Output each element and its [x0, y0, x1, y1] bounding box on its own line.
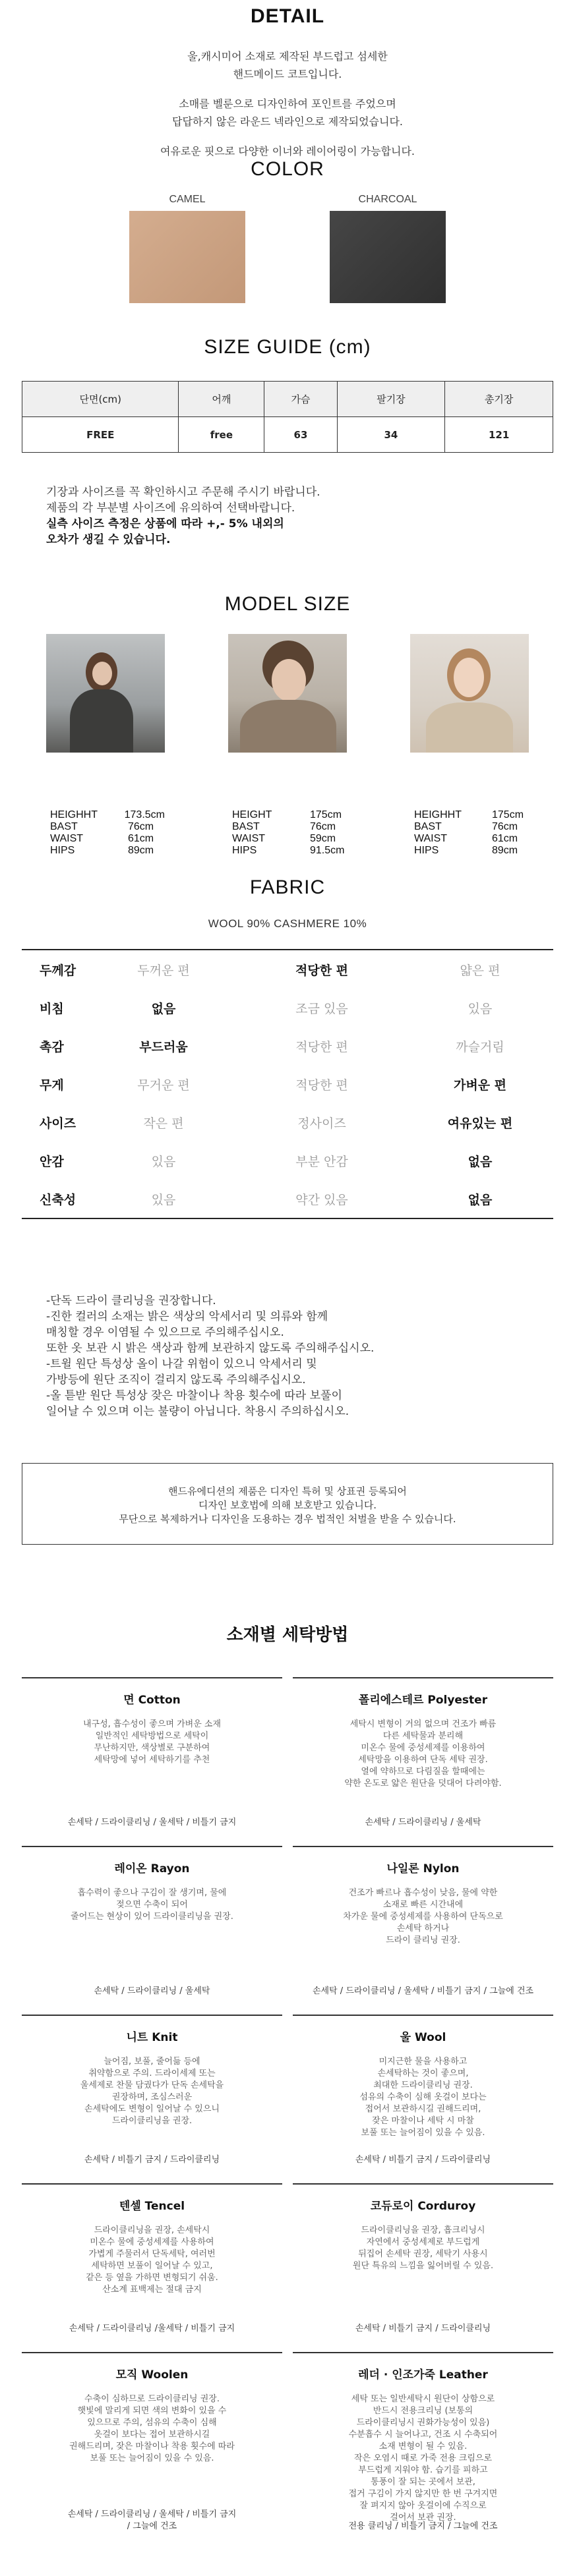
wash-card-title: 텐셀 Tencel [119, 2200, 185, 2213]
wash-card [22, 2352, 282, 2550]
wash-desc-line: 손세탁하는 것이 좋으며, [377, 2069, 469, 2078]
stat-key: HIPS [50, 845, 75, 856]
detail-line: 소매를 벨룬으로 디자인하여 포인트를 주었으며 [179, 98, 396, 110]
color-title: COLOR [251, 158, 324, 180]
fabric-row-label: 무게 [40, 1077, 64, 1093]
fabric-attribute-table [0, 950, 575, 1218]
wash-desc-line: 줄어드는 현상이 있어 드라이클리닝을 권장. [71, 1912, 233, 1922]
wash-card [293, 2015, 553, 2183]
wash-desc-line: 열에 약하므로 다림질을 할때에는 [361, 1767, 485, 1777]
fabric-option: 무거운 편 [137, 1077, 190, 1093]
stat-value: 175cm [492, 809, 524, 820]
wash-desc-line: 손세탁 하거나 [396, 1924, 450, 1933]
wash-desc-line: 걸어서 보관 권장. [390, 2513, 456, 2523]
wash-desc-line: 최대한 드라이클리닝 권장. [373, 2080, 473, 2090]
detail-line: 핸드메이드 코트입니다. [233, 68, 342, 80]
stat-key: HEIGHHT [414, 809, 462, 820]
wash-card-title: 나일론 Nylon [386, 1862, 460, 1875]
wash-method-line: 손세탁 / 비틀기 금지 / 드라이클리닝 [355, 2324, 491, 2333]
wash-method-line: 손세탁 / 드라이클리닝 / 울세탁 / 비틀기 금지 [67, 1818, 237, 1827]
wash-card-title: 폴리에스테르 Polyester [358, 1694, 488, 1707]
stat-key: WAIST [414, 833, 448, 844]
fabric-row-label: 안감 [40, 1154, 64, 1169]
wash-desc-line: 세탁시 변형이 거의 없으며 건조가 빠름 [349, 1719, 497, 1729]
stat-key: WAIST [50, 833, 84, 844]
wash-guide-section [0, 1621, 575, 2576]
detail-line: 울,캐시미어 소재로 제작된 부드럽고 섬세한 [187, 50, 388, 63]
stat-value: 89cm [128, 845, 154, 856]
swatch-color-box [129, 211, 245, 303]
care-instructions [46, 1285, 575, 1419]
wash-card [293, 1846, 553, 2015]
model-photo [228, 634, 347, 753]
size-header-cell: 팔기장 [337, 382, 445, 417]
wash-desc-line: 원단 특유의 느낌을 잃어버릴 수 있음. [352, 2261, 494, 2271]
size-note-line: 기장과 사이즈를 꼭 확인하시고 주문해 주시기 바랍니다. [46, 486, 320, 499]
wash-desc-line: 무난하지만, 색상별로 구분하여 [94, 1743, 210, 1753]
size-header-cell: 가슴 [264, 382, 337, 417]
care-line: 가방등에 원단 조직이 걸리지 않도록 주의해주십시오. [46, 1373, 306, 1387]
wash-card-description [293, 1887, 553, 1947]
fabric-divider [22, 1218, 553, 1219]
wash-card-title: 니트 Knit [126, 2031, 178, 2044]
wash-card-grid [22, 1677, 553, 2550]
wash-desc-line: 세탁 또는 일반세탁시 원단이 상함으로 [351, 2394, 495, 2404]
model-list [0, 634, 575, 857]
wash-desc-line: 옷걸이 보다는 접어 보관하시길 [94, 2430, 210, 2440]
size-cell: 63 [264, 417, 337, 453]
wash-card [293, 2183, 553, 2352]
detail-line: 답답하지 않은 라운드 넥라인으로 제작되었습니다. [171, 115, 403, 128]
notice-line: 무단으로 복제하거나 디자인을 도용하는 경우 법적인 처벌을 받을 수 있습니다. [119, 1513, 456, 1525]
fabric-option: 있음 [151, 1154, 176, 1169]
wash-desc-line: 접거 구김이 가지 않지만 한 번 구겨지면 [348, 2489, 498, 2499]
model-photo [410, 634, 529, 753]
wash-desc-line: 있으므로 주의, 섬유의 수축이 심해 [87, 2418, 217, 2428]
wash-desc-line: 늘어짐, 보풀, 줄어듦 등에 [104, 2057, 200, 2067]
detail-paragraph-1 [0, 47, 575, 83]
fabric-option: 적당한 편 [295, 1039, 348, 1054]
wash-desc-line: 산소계 표백제는 절대 금지 [102, 2285, 202, 2295]
wash-desc-line: 섬유의 수축이 심해 옷걸이 보다는 [359, 2092, 487, 2102]
wash-desc-line: 세탁망을 이용하여 단독 세탁 권장. [358, 1755, 488, 1765]
fabric-row [0, 950, 575, 988]
fabric-row [0, 1103, 575, 1141]
size-table [22, 381, 553, 453]
wash-card-methods [293, 2521, 553, 2533]
care-line: -트윌 원단 특성상 올이 나갈 위험이 있으니 악세서리 및 [46, 1358, 317, 1371]
fabric-row [0, 1180, 575, 1218]
stat-value: 173.5cm [124, 809, 165, 820]
model-card [410, 634, 529, 857]
care-line: -단독 드라이 클리닝을 권장합니다. [46, 1294, 216, 1307]
copyright-notice [22, 1463, 553, 1545]
wash-desc-line: 미지근한 물을 사용하고 [378, 2057, 468, 2067]
size-cell: 121 [445, 417, 553, 453]
size-header-cell: 총기장 [445, 382, 553, 417]
size-note-bold-line: 실측 사이즈 측정은 상품에 따라 +,- 5% 내외의 [46, 517, 284, 530]
wash-desc-line: 드라이클리닝을 권장, 손세탁시 [94, 2225, 210, 2235]
size-cell: 34 [337, 417, 445, 453]
fabric-composition: WOOL 90% CASHMERE 10% [208, 917, 367, 930]
wash-card-methods [293, 2154, 553, 2166]
fabric-option-selected: 부드러움 [139, 1039, 188, 1054]
fabric-title: FABRIC [249, 876, 326, 898]
fabric-option-selected: 없음 [468, 1154, 493, 1169]
wash-card-title: 모직 Woolen [115, 2368, 189, 2382]
size-cell: FREE [22, 417, 179, 453]
wash-desc-line: 취약함으로 주의. 드라이세제 또는 [88, 2069, 216, 2078]
wash-card [22, 1677, 282, 1846]
wash-desc-line: 햇빛에 말리게 되면 색의 변화이 있을 수 [77, 2406, 227, 2416]
stat-key: HIPS [232, 845, 257, 856]
wash-card [293, 2352, 553, 2550]
size-note-bold-line: 오차가 생길 수 있습니다. [46, 533, 171, 546]
stat-value: 89cm [492, 845, 518, 856]
size-table-row [22, 417, 553, 453]
wash-desc-line: 접어서 보관하시길 권해드리며, [365, 2104, 481, 2114]
wash-desc-line: 통풍이 잘 되는 곳에서 보관, [371, 2477, 475, 2487]
wash-desc-line: 차가운 물에 중성세제를 사용하여 단독으로 [343, 1912, 503, 1922]
wash-card-description [22, 2056, 282, 2127]
wash-desc-line: 손세탁에도 변형이 일어날 수 있으니 [84, 2104, 220, 2114]
fabric-row-label: 신축성 [40, 1192, 76, 1207]
wash-card-description [22, 2393, 282, 2465]
detail-line: 여유로운 핏으로 다양한 이너와 레이어링이 가능합니다. [160, 145, 415, 157]
wash-desc-line: 수축이 심하므로 드라이클리닝 권장. [84, 2394, 220, 2404]
stat-value: 76cm [310, 821, 336, 832]
stat-value: 76cm [492, 821, 518, 832]
wash-card-description [293, 2056, 553, 2139]
wash-card-description [293, 1719, 553, 1790]
stat-key: HIPS [414, 845, 439, 856]
wash-card [22, 2183, 282, 2352]
wash-method-line: 손세탁 / 드라이클리닝 / 울세탁 / 비틀기 금지 / 그늘에 건조 [312, 1986, 534, 1996]
fabric-option: 정사이즈 [297, 1116, 346, 1131]
wash-card-description [22, 1719, 282, 1766]
wash-card-methods [22, 1817, 282, 1829]
swatch-charcoal[interactable] [330, 194, 446, 303]
fabric-row [0, 1027, 575, 1065]
model-card [228, 634, 347, 857]
wash-method-line: 손세탁 / 드라이클리닝 / 울세탁 / 비틀기 금지 [67, 2509, 237, 2519]
care-line: 일어날 수 있으며 이는 불량이 아닙니다. 착용시 주의하십시오. [46, 1405, 349, 1418]
size-guide-title: SIZE GUIDE (cm) [204, 336, 371, 358]
fabric-option-selected: 여유있는 편 [447, 1116, 513, 1131]
fabric-option: 두꺼운 편 [137, 963, 190, 978]
stat-key: HEIGHT [232, 809, 272, 820]
model-stats [46, 809, 165, 857]
wash-desc-line: 다른 세탁물과 분리해 [382, 1731, 464, 1741]
model-stats [228, 809, 347, 857]
wash-desc-line: 세탁망에 넣어 세탁하기를 추천 [94, 1755, 210, 1765]
wash-desc-line: 미온수 물에 중성세제를 사용하여 [90, 2237, 214, 2247]
detail-section [0, 0, 575, 158]
size-table-header-row [22, 382, 553, 417]
wash-desc-line: 약한 온도로 얇은 원단을 덧대어 다려야함. [344, 1779, 502, 1789]
wash-desc-line: 흡수력이 좋으나 구김이 잘 생기며, 물에 [77, 1888, 227, 1898]
model-card [46, 634, 165, 857]
stat-key: WAIST [232, 833, 266, 844]
care-line: 또한 옷 보관 시 밝은 색상과 함께 보관하지 않도록 주의해주십시오. [46, 1342, 375, 1355]
fabric-row [0, 1065, 575, 1103]
wash-method-line: 손세탁 / 비틀기 금지 / 드라이클리닝 [355, 2155, 491, 2165]
care-section [0, 1285, 575, 1463]
wash-desc-line: 잘 펴지지 않아 옷걸이에 수직으로 [359, 2501, 487, 2511]
fabric-row [0, 1141, 575, 1180]
swatch-label: CAMEL [169, 194, 206, 205]
fabric-option: 있음 [151, 1192, 176, 1207]
wash-desc-line: 울세제로 찬물 담궜다가 단독 손세탁을 [80, 2080, 224, 2090]
wash-card-methods [293, 1986, 553, 1997]
wash-desc-line: 드라이클리닝시 권화가능성이 있음) [356, 2418, 490, 2428]
wash-desc-line: 같은 등 옆을 가하면 변형되기 쉬움. [86, 2273, 218, 2283]
stat-value: 175cm [310, 809, 342, 820]
wash-card [22, 2015, 282, 2183]
stat-key: BAST [50, 821, 78, 832]
color-section [0, 158, 575, 336]
color-swatches [0, 194, 575, 303]
fabric-row-label: 비침 [40, 1001, 64, 1016]
wash-card-methods [293, 1817, 553, 1829]
wash-card-description [293, 2393, 553, 2524]
stat-value: 61cm [492, 833, 518, 844]
wash-card-title: 면 Cotton [123, 1694, 181, 1707]
fabric-option: 약간 있음 [295, 1192, 348, 1207]
swatch-color-box [330, 211, 446, 303]
fabric-option-selected: 없음 [468, 1192, 493, 1207]
wash-card-description [22, 2225, 282, 2296]
stat-value: 61cm [128, 833, 154, 844]
fabric-option-selected: 적당한 편 [295, 963, 349, 978]
wash-card [293, 1677, 553, 1846]
wash-desc-line: 세탁하면 보풀이 일어날 수 있고, [91, 2261, 213, 2271]
fabric-option: 작은 편 [143, 1116, 184, 1131]
wash-desc-line: 반드시 전용크리닝 (보통의 [373, 2406, 473, 2416]
detail-title: DETAIL [250, 5, 325, 27]
detail-paragraph-3 [0, 142, 575, 160]
wash-desc-line: 드라이 클리닝 권장. [386, 1935, 460, 1945]
model-stats [410, 809, 529, 857]
size-header-cell: 어깨 [179, 382, 264, 417]
wash-method-line: 전용 클리닝 / 비틀기 금지 / 그늘에 건조 [348, 2521, 498, 2531]
wash-desc-line: 부드럽게 지워야 함. 습기를 피하고 [358, 2465, 488, 2475]
swatch-label: CHARCOAL [358, 194, 417, 205]
wash-desc-line: 뒤집어 손세탁 권장, 세탁기 사용시 [358, 2249, 488, 2259]
fabric-option: 있음 [468, 1001, 493, 1016]
fabric-option: 적당한 편 [295, 1077, 348, 1093]
fabric-row-label: 두께감 [40, 963, 76, 978]
wash-desc-line: 소재 변형이 될 수 있음. [378, 2442, 468, 2451]
fabric-option: 부분 안감 [295, 1154, 348, 1169]
stat-key: BAST [414, 821, 442, 832]
wash-card-description [22, 1887, 282, 1923]
wash-desc-line: 미온수 물에 중성세제를 이용하여 [361, 1743, 485, 1753]
size-guide-section [0, 336, 575, 593]
wash-desc-line: 건조가 빠르나 흡수성이 낮음, 물에 약한 [348, 1888, 498, 1898]
wash-desc-line: 드라이클리닝을 권장, 흡크리닝시 [361, 2225, 485, 2235]
notice-section [0, 1463, 575, 1621]
wash-method-line: 손세탁 / 드라이클리닝 / 울세탁 [94, 1986, 210, 1996]
size-notes [46, 484, 575, 548]
wash-method-line: 손세탁 / 드라이클리닝 /울세탁 / 비틀기 금지 [69, 2324, 235, 2333]
fabric-option: 얇은 편 [460, 963, 500, 978]
wash-desc-line: 자연에서 중성세제로 부드럽게 [366, 2237, 480, 2247]
notice-line: 디자인 보호법에 의해 보호받고 있습니다. [198, 1499, 377, 1511]
fabric-option: 조금 있음 [295, 1001, 348, 1016]
notice-line: 핸드유에디션의 제품은 디자인 특허 및 상표권 등록되어 [168, 1485, 407, 1497]
wash-card-description [293, 2225, 553, 2272]
wash-method-line: / 그늘에 건조 [127, 2521, 177, 2531]
swatch-camel[interactable] [129, 194, 245, 303]
fabric-option-selected: 가벼운 편 [453, 1077, 507, 1093]
wash-desc-line: 드라이클리닝을 권장. [111, 2116, 193, 2126]
care-line: -진한 컬러의 소재는 밝은 색상의 악세서리 및 의류와 함께 [46, 1310, 328, 1323]
wash-card-title: 레이온 Rayon [114, 1862, 190, 1875]
wash-desc-line: 가볍게 주물러서 단독세탁, 여러번 [88, 2249, 216, 2259]
fabric-option-selected: 없음 [151, 1001, 176, 1016]
wash-desc-line: 일반적인 세탁방법으로 세탁이 [95, 1731, 209, 1741]
wash-method-line: 손세탁 / 드라이클리닝 / 울세탁 [365, 1818, 481, 1827]
stat-value: 76cm [128, 821, 154, 832]
fabric-row-label: 촉감 [40, 1039, 64, 1054]
wash-desc-line: 권장하며, 조심스러운 [111, 2092, 193, 2102]
wash-card [22, 1846, 282, 2015]
wash-desc-line: 작은 오염시 때로 가죽 전용 크림으로 [353, 2453, 493, 2463]
fabric-row [0, 988, 575, 1027]
wash-card-title: 코듀로이 Corduroy [370, 2200, 476, 2213]
fabric-row-label: 사이즈 [40, 1116, 76, 1131]
stat-key: BAST [232, 821, 260, 832]
wash-desc-line: 내구성, 흡수성이 좋으며 가벼운 소재 [82, 1719, 222, 1729]
stat-value: 59cm [310, 833, 336, 844]
wash-desc-line: 보풀 또는 늘어짐이 있을 수 있음. [361, 2128, 485, 2138]
wash-card-title: 울 Wool [400, 2031, 446, 2044]
wash-desc-line: 보풀 또는 늘어짐이 있을 수 있음. [90, 2453, 214, 2463]
wash-card-methods [293, 2323, 553, 2335]
wash-card-methods [22, 2323, 282, 2335]
wash-desc-line: 소재로 빠른 시간내에 [382, 1900, 464, 1910]
stat-key: HEIGHHT [50, 809, 98, 820]
wash-card-methods [22, 1986, 282, 1997]
model-size-title: MODEL SIZE [224, 593, 351, 615]
wash-desc-line: 수분흡수 시 늘어나고, 건조 시 수축되어 [348, 2430, 498, 2440]
model-size-section [0, 593, 575, 876]
wash-desc-line: 잦은 마찰이나 세탁 시 마찰 [372, 2116, 474, 2126]
care-line: 매칭할 경우 이염될 수 있으므로 주의해주십시오. [46, 1326, 284, 1339]
wash-guide-title: 소재별 세탁방법 [226, 1625, 349, 1645]
wash-desc-line: 젖으면 수축이 되어 [116, 1900, 188, 1910]
fabric-section [0, 876, 575, 1285]
stat-value: 91.5cm [310, 845, 345, 856]
size-cell: free [179, 417, 264, 453]
wash-desc-line: 권해드리며, 잦은 마찰이나 착용 횟수에 따라 [69, 2442, 235, 2451]
wash-card-title: 레더 · 인조가죽 Leather [358, 2368, 488, 2382]
size-note-line: 제품의 각 부분별 사이즈에 유의하여 선택바랍니다. [46, 501, 295, 515]
detail-paragraph-2 [0, 95, 575, 130]
care-line: -올 튿받 원단 특성상 잦은 마찰이나 착용 횟수에 따라 보풀이 [46, 1389, 342, 1402]
size-header-cell: 단면(cm) [22, 382, 179, 417]
wash-card-methods [22, 2154, 282, 2166]
fabric-option: 까슬거림 [456, 1039, 504, 1054]
model-photo [46, 634, 165, 753]
wash-card-methods [22, 2509, 282, 2533]
wash-method-line: 손세탁 / 비틀기 금지 / 드라이클리닝 [84, 2155, 220, 2165]
